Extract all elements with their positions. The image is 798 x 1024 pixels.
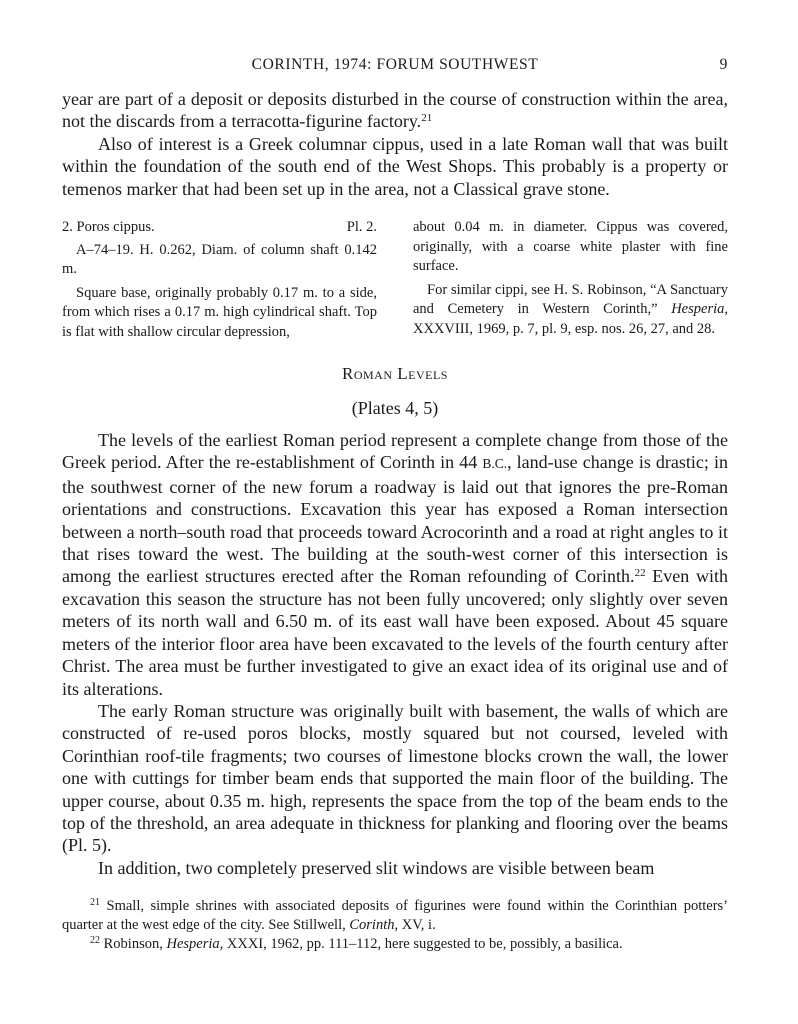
running-head xyxy=(62,56,728,78)
roman-text xyxy=(62,429,728,879)
catalog-similar: For similar cippi, see H. S. Robinson, “A Sanctuary and Cemetery in Western Corinth,” Hesperia, XXXVIII, 1969, p. 7, pl. 9, esp. nos. 26, 27, and 28. xyxy=(413,281,728,337)
footnote-ref-21[interactable]: 21 xyxy=(421,112,433,125)
page-number: 9 xyxy=(719,56,728,73)
era-abbrev: B.C. xyxy=(482,456,508,472)
intro-paragraph-2: Also of interest is a Greek columnar cippus, used in a late Roman wall that was built within the foundation of the south end of the West Shops. This probably is a property or temenos marker that had been set up in the area, not a Classical grave stone. xyxy=(62,133,728,199)
catalog-inventory: A–74–19. H. 0.262, Diam. of column shaft 0.142 m. xyxy=(62,241,377,278)
catalog-right-column xyxy=(413,218,728,342)
page xyxy=(62,56,728,954)
footnote-22: $^{22}$ Robinson, Hesperia, XXXI, 1962, pp. 111–112, here suggested to be, possibly, a basilica. xyxy=(90,935,623,953)
section-subtitle: (Plates 4, 5) xyxy=(351,398,439,419)
roman-paragraph-3: In addition, two completely preserved slit windows are visible between beam xyxy=(98,857,655,878)
journal-title: Hesperia xyxy=(671,301,725,318)
catalog-plate-ref: Pl. 2. xyxy=(346,219,377,236)
catalog-entry-label: 2. Poros cippus. xyxy=(62,219,155,236)
roman-paragraph-1: The levels of the earliest Roman period represent a complete change from those of the Greek period. After the re-establishment of Corinth in 44 B.C., land-use change is drastic; in the southwest corner of the new forum a roadway is laid out that ignores the pre-Roman orientations and constructions. Excavation this year has exposed a Roman intersection between a north–south road that proceeds toward Acrocorinth and a road at right angles to it that rises toward the west. The building at the south-west corner of this intersection is among the earliest structures erected after the Roman refounding of Corinth.$^{22}$ Even with excavation this season the structure has not been fully uncovered; only slightly over seven meters of its north wall and 6.50 m. of its east wall have been exposed. About 45 square meters of the interior floor area have been excavated to the levels of the fourth century after Christ. The area must be further investigated to give an exact idea of its original use and of its alterations. xyxy=(62,430,729,699)
section-title: Roman Levels xyxy=(342,364,448,384)
intro-paragraph-1: year are part of a deposit or deposits disturbed in the course of construction within the area, not the discards from a terracotta-figurine factory.$^{21}$ xyxy=(62,89,728,132)
catalog-description-left: Square base, originally probably 0.17 m. to a side, from which rises a 0.17 m. high cylindrical shaft. Top is flat with shallow circular depression, xyxy=(62,284,377,340)
running-head-title: CORINTH, 1974: FORUM SOUTHWEST xyxy=(251,56,539,73)
footnotes xyxy=(62,897,728,954)
catalog-left-column xyxy=(62,218,377,342)
roman-paragraph-2: The early Roman structure was originally built with basement, the walls of which are constructed of re-used poros blocks, mostly squared but not coursed, leveled with Corinthian roof-tile fragments; two courses of limestone blocks crown the wall, the lower one with cuttings for timber beam ends that supported the main floor of the building. The upper course, about 0.35 m. high, represents the space from the top of the beam ends to the top of the threshold, an area adequate in thickness for planking and flooring over the beams (Pl. 5). xyxy=(62,700,728,856)
catalog-entry xyxy=(62,218,728,342)
intro-text xyxy=(62,88,728,200)
footnote-21: $^{21}$ Small, simple shrines with associated deposits of figurines were found within the Corinthian potters’ quarter at the west edge of the city. See Stillwell, Corinth, XV, i. xyxy=(62,897,728,934)
footnote-ref-22[interactable]: 22 xyxy=(634,567,646,580)
catalog-description-right: about 0.04 m. in diameter. Cippus was covered, originally, with a coarse white plaster with fine surface. xyxy=(413,219,728,275)
